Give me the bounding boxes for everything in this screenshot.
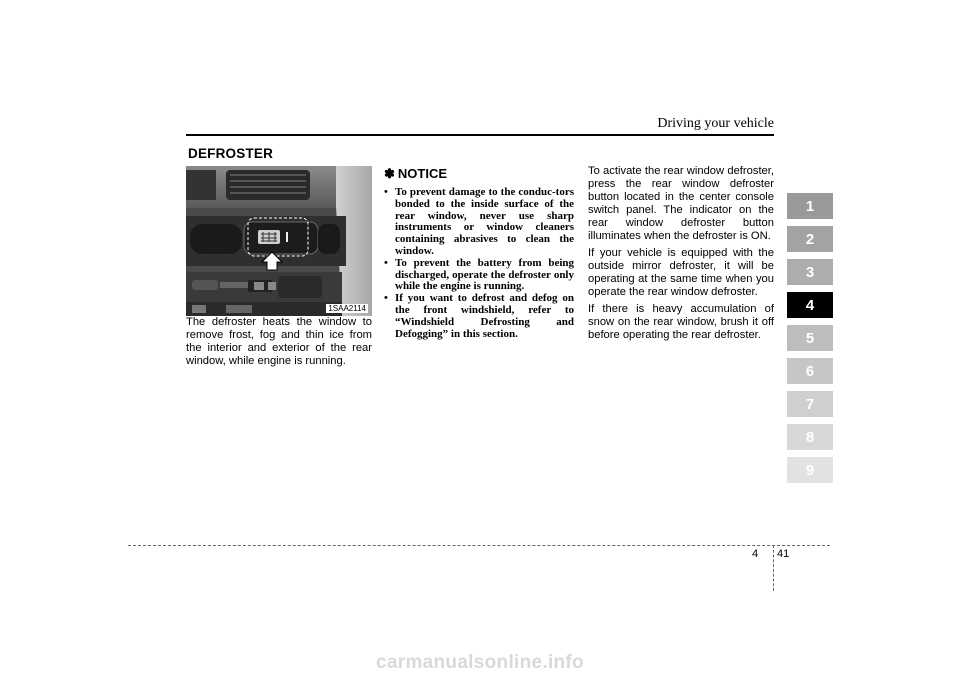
notice-title	[384, 166, 574, 182]
paragraph: If your vehicle is equipped with the outside mirror defroster, it will be operating at the same time when you operate the rear window defroster.	[588, 247, 774, 298]
notice-list	[384, 187, 574, 340]
chapter-tab-8[interactable]: 8	[787, 424, 833, 450]
page-chapter: 4	[752, 548, 759, 560]
bullet-icon: •	[384, 256, 388, 269]
chapter-tab-1[interactable]: 1	[787, 193, 833, 219]
notice-item: • If you want to defrost and defog on the front windshield, refer to “Windshield Defrosting and Defogging” in this section.	[384, 292, 574, 340]
chapter-tab-9[interactable]: 9	[787, 457, 833, 483]
chapter-tab-3[interactable]: 3	[787, 259, 833, 285]
defroster-figure	[186, 166, 372, 316]
notice-box	[384, 166, 574, 340]
chapter-tab-2[interactable]: 2	[787, 226, 833, 252]
notice-item: • To prevent the battery from being discharged, operate the defroster only while the engine is running.	[384, 256, 574, 293]
figure-label: 1SAA2114	[328, 304, 366, 313]
chapter-tabs	[787, 193, 833, 490]
paragraph: To activate the rear window defroster, press the rear window defroster button located in the center console switch panel. The indicator on the rear window defroster button illuminates when the defroster is ON.	[588, 165, 774, 242]
chapter-tab-6[interactable]: 6	[787, 358, 833, 384]
page-number: 41	[777, 548, 790, 560]
column1-text: The defroster heats the window to remove frost, fog and thin ice from the interior and exterior of the rear window, while engine is running.	[186, 316, 372, 367]
watermark: carmanualsonline.info	[376, 652, 584, 673]
footer-divider	[773, 545, 774, 591]
bullet-icon: •	[384, 292, 388, 305]
chapter-tab-7[interactable]: 7	[787, 391, 833, 417]
paragraph: If there is heavy accumulation of snow on the rear window, brush it off before operating the rear defroster.	[588, 303, 774, 341]
header-title: Driving your vehicle	[657, 116, 774, 131]
column3-text	[588, 165, 774, 346]
chapter-tab-4[interactable]: 4	[787, 292, 833, 318]
bullet-icon: •	[384, 186, 388, 198]
notice-title-text: NOTICE	[397, 166, 448, 181]
header-rule	[186, 134, 774, 136]
notice-symbol: ✽	[384, 166, 395, 181]
dashboard-photo	[186, 166, 372, 316]
chapter-tab-5[interactable]: 5	[787, 325, 833, 351]
notice-item: • To prevent damage to the conduc-tors bonded to the inside surface of the rear window, never use sharp instruments or window cleaners containing abrasives to clean the window.	[384, 186, 574, 257]
section-title: DEFROSTER	[188, 146, 274, 161]
footer-rule	[128, 545, 830, 546]
